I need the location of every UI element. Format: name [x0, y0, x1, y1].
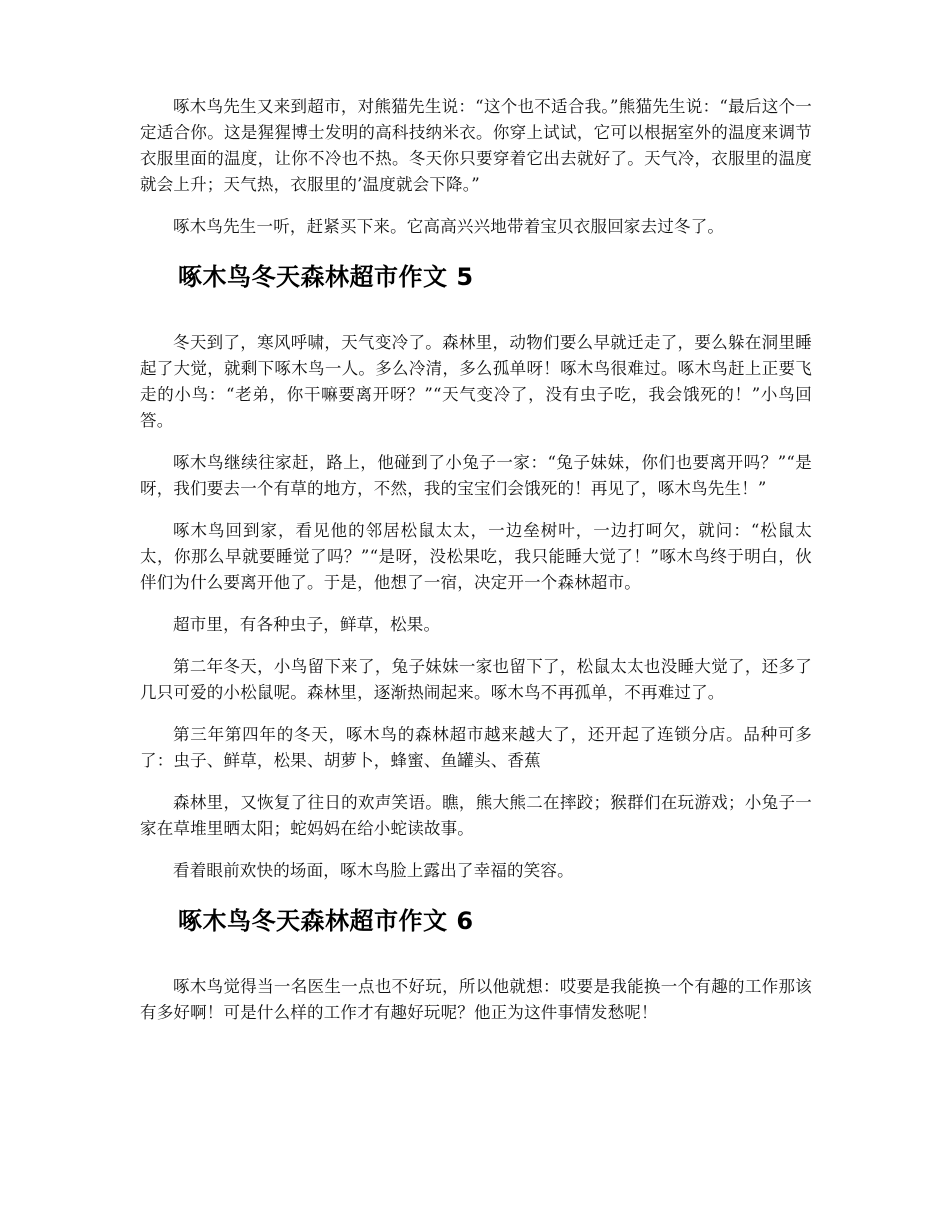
paragraph: 冬天到了，寒风呼啸，天气变冷了。森林里，动物们要么早就迁走了，要么躲在洞里睡起了大觉，就剩下啄木鸟一人。多么冷清，多么孤单呀！啄木鸟很难过。啄木鸟赶上正要飞走的小鸟：“老弟，你干嘛要离开呀？”“天气变冷了，没有虫子吃，我会饿死的！”小鸟回答。: [140, 333, 812, 430]
paragraph: 森林里，又恢复了往日的欢声笑语。瞧，熊大熊二在摔跤；猴群们在玩游戏；小兔子一家在草堆里晒太阳；蛇妈妈在给小蛇读故事。: [140, 793, 812, 838]
section-heading-5: 啄木鸟冬天森林超市作文 5: [178, 263, 474, 291]
paragraph: 超市里，有各种虫子，鲜草，松果。: [173, 615, 441, 634]
section-heading-6: 啄木鸟冬天森林超市作文 6: [178, 907, 474, 935]
paragraph: 看着眼前欢快的场面，啄木鸟脸上露出了幸福的笑容。: [173, 861, 574, 880]
paragraph: 第二年冬天，小鸟留下来了，兔子妹妹一家也留下了，松鼠太太也没睡大觉了，还多了几只可爱的小松鼠呢。森林里，逐渐热闹起来。啄木鸟不再孤单，不再难过了。: [140, 657, 812, 702]
paragraph: 啄木鸟回到家，看见他的邻居松鼠太太，一边垒树叶，一边打呵欠，就问：“松鼠太太，你那么早就要睡觉了吗？”“是呀，没松果吃，我只能睡大觉了！”啄木鸟终于明白，伙伴们为什么要离开他了。于是，他想了一宿，决定开一个森林超市。: [140, 521, 812, 592]
paragraph: 啄木鸟先生一听，赶紧买下来。它高高兴兴地带着宝贝衣服回家去过冬了。: [173, 217, 725, 236]
document-body: [140, 94, 812, 1042]
paragraph: 啄木鸟继续往家赶，路上，他碰到了小兔子一家：“兔子妹妹，你们也要离开吗？”“是呀，我们要去一个有草的地方，不然，我的宝宝们会饿死的！再见了，啄木鸟先生！”: [140, 453, 812, 498]
paragraph: 第三年第四年的冬天，啄木鸟的森林超市越来越大了，还开起了连锁分店。品种可多了：虫子、鲜草，松果、胡萝卜，蜂蜜、鱼罐头、香蕉: [140, 725, 812, 770]
paragraph: 啄木鸟觉得当一名医生一点也不好玩，所以他就想：哎要是我能换一个有趣的工作那该有多好啊！可是什么样的工作才有趣好玩呢？他正为这件事情发愁呢！: [140, 977, 812, 1022]
paragraph: 啄木鸟先生又来到超市，对熊猫先生说：“这个也不适合我。”熊猫先生说：“最后这个一定适合你。这是猩猩博士发明的高科技纳米衣。你穿上试试，它可以根据室外的温度来调节衣服里面的温度，让你不冷也不热。冬天你只要穿着它出去就好了。天气冷，衣服里的温度就会上升；天气热，衣服里的’温度就会下降。”: [140, 97, 812, 194]
